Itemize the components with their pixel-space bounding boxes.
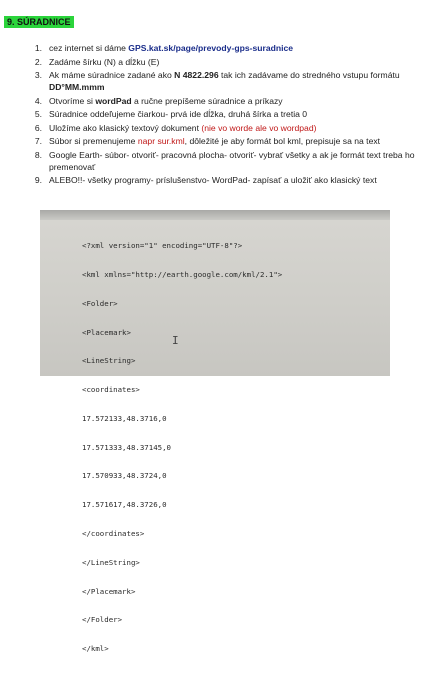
program-name: wordPad — [95, 95, 132, 106]
coordinate-example: N 4822.296 — [174, 70, 219, 80]
code-line: 17.571333,48.37145,0 — [82, 442, 171, 452]
code-line: <kml xmlns="http://earth.google.com/kml/2.1"> — [82, 269, 283, 279]
code-line: <Placemark> — [82, 327, 131, 337]
kml-code-photo — [40, 210, 390, 654]
item-number: 9. — [34, 175, 42, 185]
item-text: ALEBO!!- všetky programy- príslušenstvo- WordPad- zapísať a uložiť ako klasický text — [49, 175, 377, 185]
item-number: 2. — [34, 56, 42, 67]
item-text — [49, 95, 424, 107]
text-cursor-icon: I — [172, 334, 179, 347]
red-note: (nie vo worde ale vo wordpad) — [201, 122, 317, 133]
list-item — [8, 95, 424, 107]
code-line: 17.570933,48.3724,0 — [82, 471, 167, 481]
code-line: </coordinates> — [82, 529, 145, 538]
list-item — [8, 56, 424, 68]
code-line: <Folder> — [82, 298, 118, 308]
code-line: 17.572133,48.3716,0 — [82, 413, 167, 423]
list-item — [8, 122, 424, 134]
item-text: Súradnice oddeľujeme čiarkou- prvá ide dĺžka, druhá šírka a tretia 0 — [49, 109, 308, 119]
item-number: 8. — [34, 149, 42, 160]
red-note: napr sur.kml — [137, 136, 185, 146]
list-item — [8, 174, 424, 186]
item-number: 3. — [34, 70, 42, 80]
text-run: Súbor si premenujeme — [49, 136, 138, 146]
text-run: a ručne prepíšeme súradnice a príkazy — [131, 95, 283, 106]
text-run: tak ich zadávame do stredného vstupu formátu — [218, 70, 400, 80]
list-item — [8, 149, 424, 173]
code-line: </kml> — [82, 644, 109, 654]
item-text — [49, 122, 424, 134]
list-item — [8, 42, 424, 54]
item-number: 1. — [34, 43, 42, 53]
code-line: 17.571617,48.3726,0 — [82, 500, 167, 510]
text-run: cez internet si dáme — [49, 43, 129, 53]
code-line: </LineString> — [82, 557, 140, 567]
code-line: </Placemark> — [82, 586, 136, 596]
website-address: GPS.kat.sk/page/prevody-gps-suradnice — [128, 43, 294, 53]
text-run: Uložíme ako klasický textový dokument — [49, 122, 202, 133]
code-line: </Folder> — [82, 615, 123, 625]
item-text — [49, 42, 424, 54]
item-number: 4. — [34, 95, 42, 106]
item-text — [49, 135, 424, 147]
list-item — [8, 69, 424, 93]
code-line: <coordinates> — [82, 385, 140, 395]
text-run: Otvoríme si — [49, 95, 96, 106]
code-line: <?xml version="1" encoding="UTF-8"?> — [82, 241, 243, 251]
instruction-list — [8, 42, 424, 188]
list-item — [8, 108, 424, 120]
item-text: Zadáme šírku (N) a dĺžku (E) — [49, 56, 160, 67]
code-line: <LineString> — [82, 356, 136, 366]
list-item — [8, 135, 424, 147]
item-number: 6. — [34, 122, 42, 133]
section-heading: 9. SÚRADNICE — [4, 16, 74, 28]
format-example: DD°MM.mmm — [49, 82, 105, 92]
item-number: 5. — [34, 109, 42, 119]
text-run: , dôležité je aby formát bol kml, prepisuje sa na text — [184, 136, 381, 146]
text-run: Ak máme súradnice zadané ako — [49, 70, 175, 80]
item-text: Google Earth- súbor- otvoriť- pracovná plocha- otvoriť- vybrať všetky a ak je formát text treba ho premenovať — [49, 149, 415, 172]
item-text — [49, 69, 424, 93]
item-number: 7. — [34, 136, 42, 146]
kml-code-block — [82, 222, 282, 673]
